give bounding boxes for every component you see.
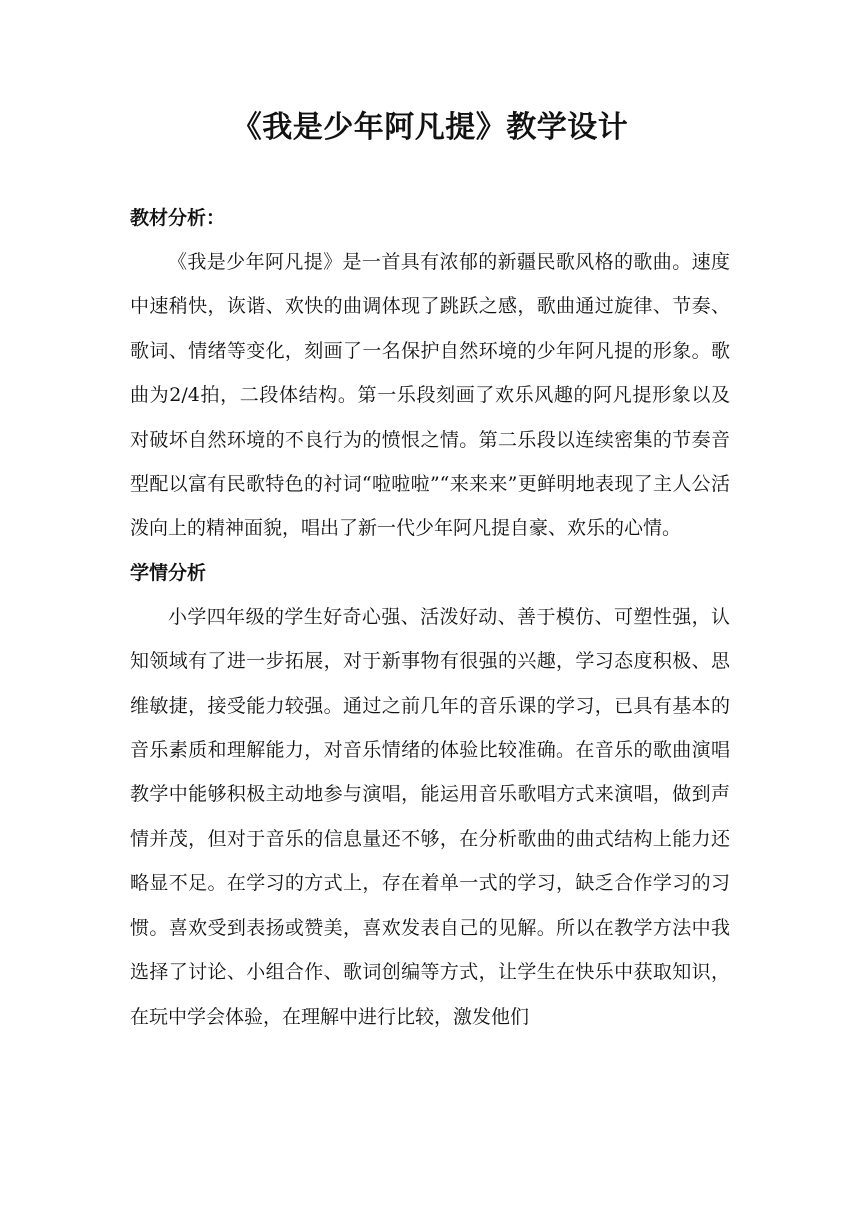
section-paragraph: 《我是少年阿凡提》是一首具有浓郁的新疆民歌风格的歌曲。速度中速稍快，诙谐、欢快的曲调体现了跳跃之感，歌曲通过旋律、节奏、歌词、情绪等变化，刻画了一名保护自然环境的少年阿凡提的形象。歌曲为2/4拍，二段体结构。第一乐段刻画了欢乐风趣的阿凡提形象以及对破坏自然环境的不良行为的愤恨之情。第二乐段以连续密集的节奏音型配以富有民歌特色的衬词“啦啦啦”“来来来”更鲜明地表现了主人公活泼向上的精神面貌，唱出了新一代少年阿凡提自豪、欢乐的心情。 <box>130 251 730 540</box>
section-textbook-analysis <box>130 196 730 551</box>
document-title: 《我是少年阿凡提》教学设计 <box>231 110 629 145</box>
document-body <box>130 196 730 1039</box>
section-heading: 教材分析： <box>130 207 226 229</box>
section-student-analysis <box>130 551 730 1039</box>
section-paragraph: 小学四年级的学生好奇心强、活泼好动、善于模仿、可塑性强，认知领域有了进一步拓展，对于新事物有很强的兴趣，学习态度积极、思维敏捷，接受能力较强。通过之前几年的音乐课的学习，已具有基本的音乐素质和理解能力，对音乐情绪的体验比较准确。在音乐的歌曲演唱教学中能够积极主动地参与演唱，能运用音乐歌唱方式来演唱，做到声情并茂，但对于音乐的信息量还不够，在分析歌曲的曲式结构上能力还略显不足。在学习的方式上，存在着单一式的学习，缺乏合作学习的习惯。喜欢受到表扬或赞美，喜欢发表自己的见解。所以在教学方法中我选择了讨论、小组合作、歌词创编等方式，让学生在快乐中获取知识，在玩中学会体验，在理解中进行比较，激发他们 <box>130 605 730 1028</box>
section-heading: 学情分析 <box>130 561 207 584</box>
